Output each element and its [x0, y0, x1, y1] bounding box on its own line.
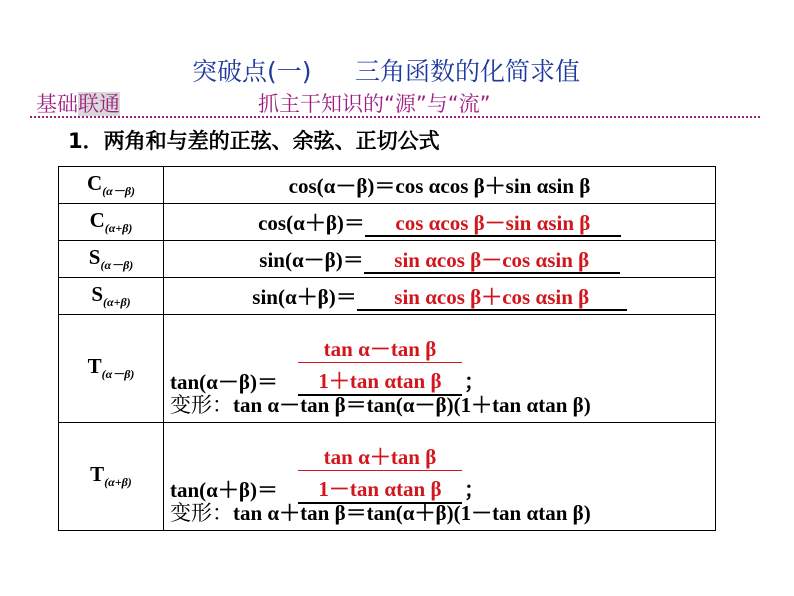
fraction-numerator: tan α＋tan β [298, 444, 462, 471]
answer-blank: sin αcos β＋cos αsin β [357, 285, 627, 311]
table-row [59, 315, 716, 423]
formula-lhs: sin(α－β)＝ [259, 248, 364, 272]
formula-cell [164, 278, 716, 315]
formula-table [58, 166, 716, 531]
semicolon: ； [464, 477, 485, 502]
subheader-slogan: 抓主干知识的“源”与“流” [258, 92, 491, 116]
row-label: $S_{(\alpha+\beta)}$ [59, 278, 164, 315]
formula-lhs: cos(α＋β)＝ [258, 211, 365, 235]
answer-blank: sin αcos β－cos αsin β [364, 248, 620, 274]
tag-plain: 基础 [36, 92, 78, 116]
variant-formula: tan α＋tan β＝tan(α＋β)(1－tan αtan β) [233, 501, 591, 525]
formula-cell [164, 423, 716, 531]
title-part2: 三角函数的化简求值 [355, 57, 581, 86]
formula-lhs: tan(α＋β)＝ [170, 477, 278, 502]
variant-label: 变形： [170, 501, 233, 525]
section-heading: 1．两角和与差的正弦、余弦、正切公式 [68, 129, 440, 153]
formula-lhs: tan(α－β)＝ [170, 369, 278, 394]
formula-lhs: sin(α＋β)＝ [252, 285, 357, 309]
answer-blank: cos αcos β－sin αsin β [365, 211, 621, 237]
variant-line [170, 389, 591, 419]
title-part1: 突破点(一) [192, 57, 312, 86]
variant-label: 变形： [170, 393, 233, 417]
tag-highlight: 联通 [78, 92, 120, 116]
subheader-bar [30, 88, 760, 118]
semicolon: ； [464, 369, 485, 394]
row-label: $T_{(\alpha+\beta)}$ [59, 423, 164, 531]
table-row [59, 241, 716, 278]
formula-cell [164, 315, 716, 423]
formula-cell [164, 204, 716, 241]
fraction-denominator: 1＋tan αtan β [298, 368, 462, 396]
variant-line [170, 497, 591, 527]
table-row [59, 278, 716, 315]
row-label: $T_{(\alpha-\beta)}$ [59, 315, 164, 423]
row-label: $C_{(\alpha-\beta)}$ [59, 167, 164, 204]
table-row [59, 167, 716, 204]
fraction-denominator: 1－tan αtan β [298, 476, 462, 504]
fraction-numerator: tan α－tan β [298, 336, 462, 363]
formula-cell [164, 241, 716, 278]
row-label: $S_{(\alpha-\beta)}$ [59, 241, 164, 278]
table-row [59, 204, 716, 241]
row-label: $C_{(\alpha+\beta)}$ [59, 204, 164, 241]
variant-formula: tan α－tan β＝tan(α－β)(1＋tan αtan β) [233, 393, 591, 417]
subheader-tag [36, 88, 120, 118]
formula-text: cos(α－β)＝cos αcos β＋sin αsin β [164, 167, 716, 204]
table-row [59, 423, 716, 531]
